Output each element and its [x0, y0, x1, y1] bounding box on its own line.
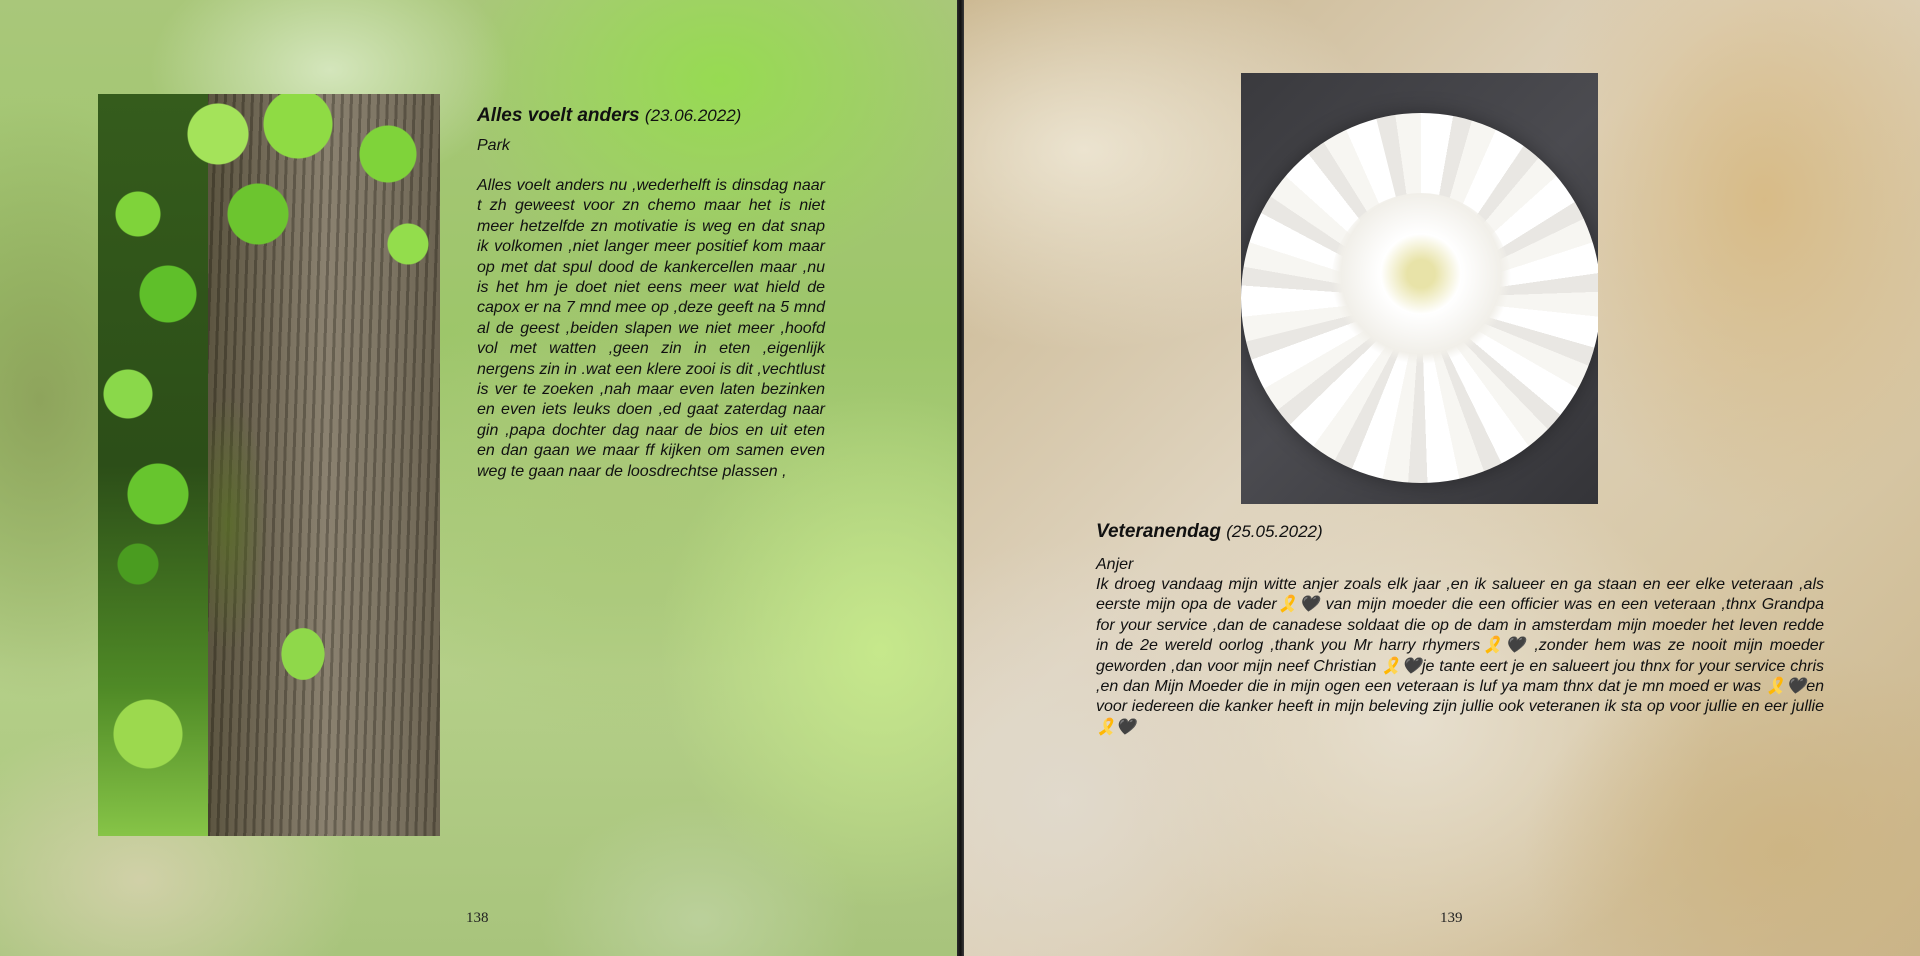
right-entry-date: (25.05.2022): [1226, 522, 1323, 541]
left-entry: [477, 104, 825, 482]
page-number-left: 138: [466, 910, 489, 926]
small-leaf-image: [278, 624, 328, 684]
tree-photo: [98, 94, 440, 836]
right-entry-title: Veteranendag: [1096, 521, 1221, 542]
left-page: [0, 0, 957, 956]
right-entry: [1096, 520, 1824, 738]
left-entry-heading: [477, 104, 825, 128]
right-page: [964, 0, 1920, 956]
right-entry-body: Ik droeg vandaag mijn witte anjer zoals elk jaar ,en ik salueer en ga staan en eer elke veteraan ,als eerste mijn opa de vader🎗️🖤 van mijn moeder die een officier was en een veteraan ,thnx Grandpa for your service ,dan de canadese soldaat die op de dam in amsterdam mijn moeder het leven redde in de 2e wereld oorlog ,thank you Mr harry rhymers🎗️🖤 ,zonder hem was ze nooit mijn moeder geworden ,dan voor mijn neef Christian 🎗️🖤je tante eert je en salueert jou thnx for your service chris ,en dan Mijn Moeder die in mijn ogen een veteraan is luf ya mam thnx dat je mn moed er was 🎗️🖤en voor iedereen die kanker heeft in mijn beleving zijn jullie ook veteranen ik sta op voor jullie en eer jullie 🎗️🖤: [1096, 576, 1824, 736]
left-entry-body: Alles voelt anders nu ,wederhelft is dinsdag naar t zh geweest voor zn chemo maar het is niet meer hetzelfde zn motivatie is weg en dat snap ik volkomen ,niet langer meer positief kom maar op met dat spul dood de kankercellen maar ,nu is het hm je doet niet eens meer wat hield de capox er na 7 mnd mee op ,deze geeft na 5 mnd al de geest ,beiden slapen we niet meer ,hoofd vol met watten ,geen zin in eten ,eigenlijk nergens zin in .wat een klere zooi is dit ,vechtlust is ver te zoeken ,nah maar even laten bezinken en even iets leuks doen ,ed gaat zaterdag naar gin ,papa dochter dag naar de bios en uit eten en dan gaan we maar ff kijken om samen even weg te gaan naar de loosdrechtse plassen ,: [477, 177, 825, 480]
book-spine: [957, 0, 964, 956]
left-entry-subtitle: Park: [477, 137, 510, 154]
carnation-photo: [1241, 73, 1598, 504]
left-entry-title: Alles voelt anders: [477, 105, 640, 126]
right-entry-subtitle: Anjer: [1096, 556, 1134, 573]
left-entry-date: (23.06.2022): [644, 106, 742, 125]
page-number-right: 139: [1440, 910, 1463, 926]
leaves-top-image: [158, 94, 440, 294]
carnation-center-image: [1331, 193, 1511, 373]
right-entry-heading: [1096, 520, 1824, 544]
